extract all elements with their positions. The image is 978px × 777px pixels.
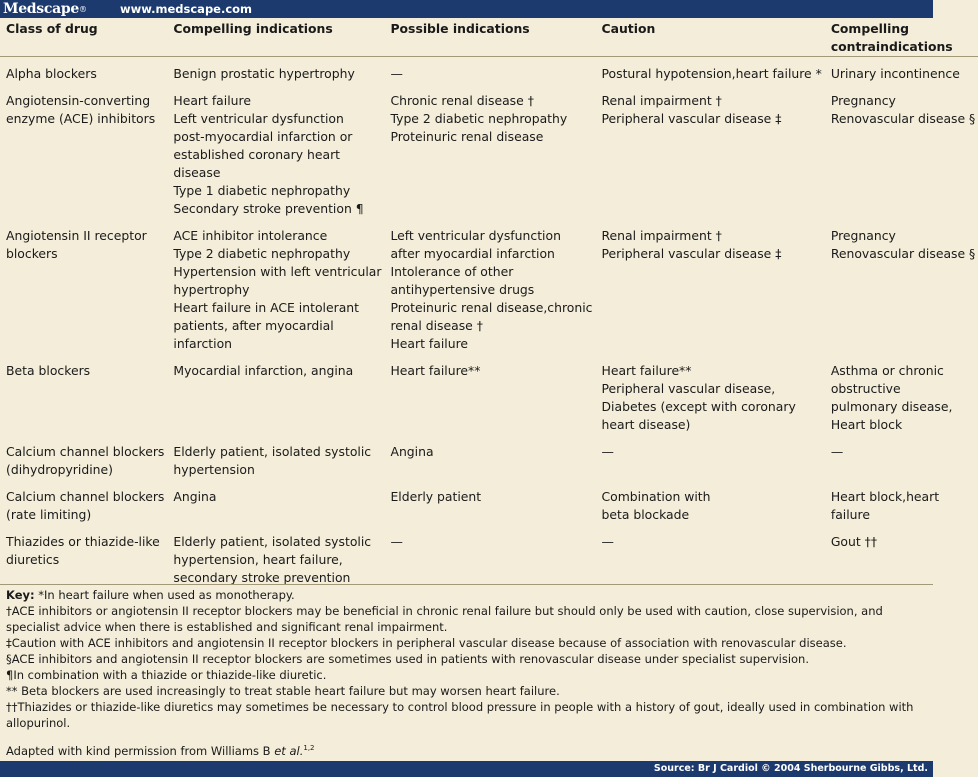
cell-line: Angiotensin II receptor [6, 228, 147, 243]
cell-line: established coronary heart [173, 147, 341, 162]
footer-bar [0, 761, 933, 777]
site-url-link[interactable]: www.medscape.com [120, 2, 253, 16]
table-row [0, 92, 978, 227]
footnote: §ACE inhibitors and angiotensin II receptor blockers are sometimes used in patients with renovascular disease under specialist supervision. [6, 652, 809, 666]
table-header-row [0, 18, 978, 57]
column-header-text: Class of drug [6, 21, 98, 36]
table-cell [596, 227, 825, 362]
cell-line: ACE inhibitor intolerance [173, 228, 328, 243]
cell-line: — [601, 444, 614, 459]
cell-line: Gout †† [830, 534, 878, 549]
cell-line: — [601, 534, 614, 549]
cell-line: Type 2 diabetic nephropathy [173, 246, 351, 261]
cell-line: Chronic renal disease † [390, 93, 534, 108]
cell-line: hypertension [173, 462, 255, 477]
cell-line: Asthma or chronic [830, 363, 944, 378]
cell-line: Heart failure [390, 336, 469, 351]
cell-line: (rate limiting) [6, 507, 92, 522]
table-cell [825, 362, 978, 443]
table-cell [596, 362, 825, 443]
cell-line: renal disease † [390, 318, 483, 333]
cell-line: hypertrophy [173, 282, 250, 297]
cell-line: Heart failure in ACE intolerant [173, 300, 360, 315]
cell-line: Heart failure** [390, 363, 481, 378]
table-row [0, 443, 978, 488]
table-cell [825, 227, 978, 362]
cell-line: blockers [6, 246, 58, 261]
cell-line: hypertension, heart failure, [173, 552, 343, 567]
cell-line: Renal impairment † [601, 93, 722, 108]
cell-line: pulmonary disease, [830, 399, 953, 414]
cell-line: enzyme (ACE) inhibitors [6, 111, 156, 126]
source-credit: Source: Br J Cardiol © 2004 Sherbourne Gibbs, Ltd. [653, 763, 928, 774]
table-body [0, 57, 978, 597]
footnote: ††Thiazides or thiazide-like diuretics may sometimes be necessary to control blood pressure in people with a history of gout, ideally used in combination with allopurinol. [6, 700, 914, 730]
column-header [384, 18, 595, 57]
cell-line: Left ventricular dysfunction [390, 228, 561, 243]
cell-line: Hypertension with left ventricular [173, 264, 382, 279]
table-cell [0, 227, 167, 362]
cell-line: Urinary incontinence [830, 66, 960, 81]
footnote: †ACE inhibitors or angiotensin II receptor blockers may be beneficial in chronic renal failure but should only be used with caution, close supervision, and specialist advice when there is established and significant renal impairment. [6, 604, 883, 634]
cell-line: Beta blockers [6, 363, 91, 378]
cell-line: Heart failure [173, 93, 251, 108]
table-row [0, 362, 978, 443]
cell-line: diuretics [6, 552, 60, 567]
cell-line: Postural hypotension,heart failure * [601, 66, 822, 81]
column-header-text: Compelling indications [173, 21, 333, 36]
cell-line: beta blockade [601, 507, 690, 522]
table-row [0, 57, 978, 93]
cell-line: Peripheral vascular disease ‡ [601, 246, 782, 261]
cell-line: failure [830, 507, 870, 522]
cell-line: disease [173, 165, 221, 180]
table-row [0, 227, 978, 362]
table-cell [167, 362, 384, 443]
table-cell [0, 488, 167, 533]
cell-line: Thiazides or thiazide-like [6, 534, 160, 549]
cell-line: Angina [173, 489, 217, 504]
cell-line: Peripheral vascular disease ‡ [601, 111, 782, 126]
cell-line: Elderly patient [390, 489, 482, 504]
table-cell [384, 362, 595, 443]
footnote: ** Beta blockers are used increasingly to treat stable heart failure but may worsen heart failure. [6, 684, 560, 698]
table-cell [596, 488, 825, 533]
cell-line: Renal impairment † [601, 228, 722, 243]
table-cell [825, 92, 978, 227]
table-cell [384, 227, 595, 362]
cell-line: Heart failure** [601, 363, 692, 378]
table-row [0, 488, 978, 533]
cell-line: Heart block [830, 417, 903, 432]
cell-line: antihypertensive drugs [390, 282, 535, 297]
cell-line: Calcium channel blockers [6, 444, 165, 459]
table-cell [167, 488, 384, 533]
column-header-text: contraindications [830, 39, 953, 54]
cell-line: — [830, 444, 844, 459]
table-cell [384, 488, 595, 533]
cell-line: Heart block,heart [830, 489, 940, 504]
cell-line: obstructive [830, 381, 901, 396]
table-cell [167, 443, 384, 488]
header-bar [0, 0, 933, 18]
cell-line: Combination with [601, 489, 711, 504]
column-header [596, 18, 825, 57]
cell-line: — [390, 66, 403, 81]
column-header-text: Possible indications [390, 21, 530, 36]
cell-line: Angiotensin-converting [6, 93, 151, 108]
cell-line: Pregnancy [830, 93, 896, 108]
cell-line: Elderly patient, isolated systolic [173, 444, 372, 459]
cell-line: Proteinuric renal disease [390, 129, 544, 144]
column-header [167, 18, 384, 57]
table-cell [384, 443, 595, 488]
cell-line: Renovascular disease § [830, 111, 976, 126]
cell-line: after myocardial infarction [390, 246, 555, 261]
cell-line: Type 1 diabetic nephropathy [173, 183, 351, 198]
footnote: ¶In combination with a thiazide or thiazide-like diuretic. [6, 668, 327, 682]
table-cell [825, 57, 978, 93]
cell-line: secondary stroke prevention [173, 570, 351, 585]
table-cell [596, 443, 825, 488]
column-header-text: Caution [601, 21, 656, 36]
cell-line: infarction [173, 336, 233, 351]
cell-line: Secondary stroke prevention ¶ [173, 201, 364, 216]
table-cell [167, 92, 384, 227]
cell-line: Diabetes (except with coronary [601, 399, 796, 414]
cell-line: Alpha blockers [6, 66, 97, 81]
cell-line: Peripheral vascular disease, [601, 381, 776, 396]
cell-line: Type 2 diabetic nephropathy [390, 111, 568, 126]
table-cell [0, 443, 167, 488]
cell-line: heart disease) [601, 417, 691, 432]
table-cell [825, 488, 978, 533]
cell-line: Elderly patient, isolated systolic [173, 534, 372, 549]
cell-line: (dihydropyridine) [6, 462, 113, 477]
table-cell [825, 443, 978, 488]
table-cell [0, 362, 167, 443]
cell-line: Angina [390, 444, 434, 459]
cell-line: Left ventricular dysfunction [173, 111, 344, 126]
table-cell [0, 92, 167, 227]
cell-line: Intolerance of other [390, 264, 514, 279]
table-cell [384, 92, 595, 227]
cell-line: Myocardial infarction, angina [173, 363, 354, 378]
column-header-text: Compelling [830, 21, 910, 36]
cell-line: Proteinuric renal disease,chronic [390, 300, 593, 315]
table-cell [167, 57, 384, 93]
table-cell [596, 92, 825, 227]
table-notes [0, 584, 933, 759]
column-header [825, 18, 978, 57]
footnote: ‡Caution with ACE inhibitors and angiotensin II receptor blockers in peripheral vascular disease because of association with renovascular disease. [6, 636, 847, 650]
adapted-note: Adapted with kind permission from Williams B et al.$^{1,2}$ [6, 743, 315, 758]
table-cell [167, 227, 384, 362]
table-cell [384, 57, 595, 93]
cell-line: Pregnancy [830, 228, 896, 243]
cell-line: patients, after myocardial [173, 318, 334, 333]
table-cell [596, 57, 825, 93]
medscape-logo[interactable]: Medscape® [3, 1, 87, 17]
column-header [0, 18, 167, 57]
cell-line: Benign prostatic hypertrophy [173, 66, 355, 81]
drug-table [0, 18, 978, 596]
content-area [0, 18, 976, 761]
cell-line: Calcium channel blockers [6, 489, 165, 504]
cell-line: post-myocardial infarction or [173, 129, 353, 144]
table-cell [0, 57, 167, 93]
cell-line: Renovascular disease § [830, 246, 976, 261]
key-note: Key: *In heart failure when used as monotherapy. [6, 588, 295, 602]
cell-line: — [390, 534, 403, 549]
